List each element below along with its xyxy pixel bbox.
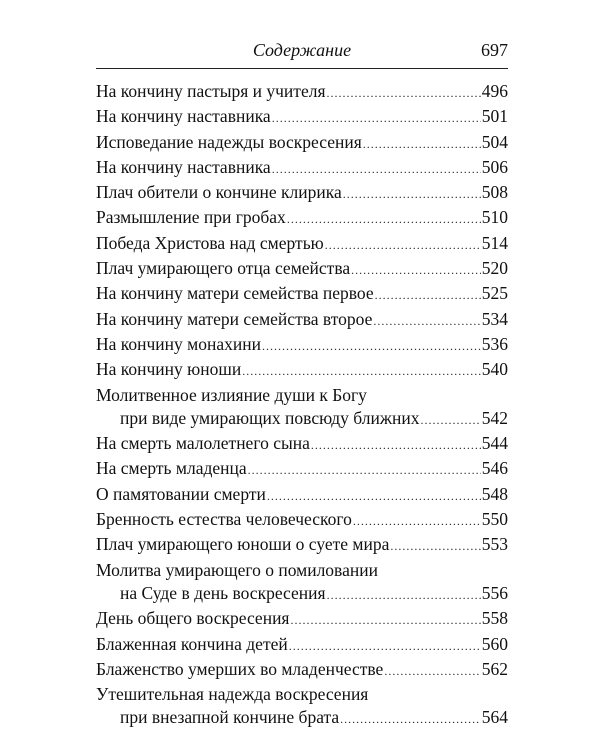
toc-entry-page: 510 [481,207,508,228]
toc-entry-line [96,432,508,457]
toc-entry-title: На кончину монахини [96,333,261,354]
toc-entry-title: при внезапной кончине брата [120,707,340,728]
toc-entry-page: 548 [481,483,508,504]
toc-entry [96,358,508,383]
toc-entry [96,559,508,608]
dot-leader [327,82,481,105]
toc-entry-page: 504 [481,131,508,152]
table-of-contents [96,80,508,732]
toc-entry-page: 536 [481,333,508,354]
toc-entry-line [96,658,508,683]
toc-entry-line [96,683,508,706]
dot-leader [267,485,481,508]
toc-entry-title: на Суде в день воскресения [120,582,326,603]
toc-entry-page: 540 [481,359,508,380]
toc-entry-page: 525 [481,283,508,304]
toc-entry-line [96,633,508,658]
toc-entry-page: 506 [481,156,508,177]
dot-leader [327,584,481,607]
toc-entry-title: Молитвенное излияние души к Богу [96,384,367,405]
toc-entry [96,282,508,307]
toc-entry-title: День общего воскресения [96,608,290,629]
toc-entry-page: 562 [481,658,508,679]
toc-entry [96,181,508,206]
dot-leader [353,510,481,533]
dot-leader [373,310,480,333]
dot-leader [390,535,480,558]
dot-leader [272,158,481,181]
toc-entry [96,257,508,282]
toc-entry-line [96,206,508,231]
toc-entry-line [96,181,508,206]
toc-entry-line [96,559,508,582]
toc-entry-page: 544 [481,433,508,454]
dot-leader [289,635,481,658]
toc-entry-title: Бренность естества человеческого [96,509,352,530]
toc-entry-line [96,333,508,358]
dot-leader [340,708,481,731]
toc-entry [96,457,508,482]
toc-entry [96,483,508,508]
toc-entry-title: Победа Христова над смертью [96,232,324,253]
toc-entry-title: На кончину наставника [96,156,271,177]
toc-entry-line [96,156,508,181]
toc-entry [96,156,508,181]
toc-entry-line [96,282,508,307]
dot-leader [384,660,480,683]
toc-entry-title: О памятовании смерти [96,483,266,504]
toc-entry-page: 542 [481,407,508,428]
page-number: 697 [481,40,508,60]
dot-leader [290,609,480,632]
toc-entry [96,206,508,231]
dot-leader [311,434,481,457]
toc-entry-title: На кончину матери семейства первое [96,283,374,304]
toc-entry-page: 564 [481,707,508,728]
toc-entry-line [96,105,508,130]
toc-entry-title: На кончину наставника [96,106,271,127]
toc-entry-title: Блаженство умерших во младенчестве [96,658,384,679]
toc-entry-title: На смерть младенца [96,458,247,479]
toc-entry-line [96,483,508,508]
toc-entry [96,633,508,658]
toc-entry-page: 546 [481,458,508,479]
toc-entry-title: Утешительная надежда воскресения [96,684,369,705]
toc-entry-page: 553 [481,534,508,555]
dot-leader [343,183,481,206]
dot-leader [363,133,481,156]
toc-entry-line [96,358,508,383]
dot-leader [351,259,481,282]
toc-entry-line [96,457,508,482]
dot-leader [325,234,481,257]
toc-entry-page: 501 [481,106,508,127]
dot-leader [262,335,481,358]
toc-entry-title: На кончину пастыря и учителя [96,81,326,101]
toc-entry-title: На смерть малолетнего сына [96,433,310,454]
toc-entry [96,308,508,333]
toc-entry-page: 496 [481,81,508,101]
toc-entry [96,384,508,433]
dot-leader [375,284,481,307]
toc-entry-title: Плач обители о кончине клирика [96,182,342,203]
toc-entry-title: при виде умирающих повсюду ближних [120,407,420,428]
running-header [96,40,508,66]
dot-leader [287,208,481,231]
toc-entry-line [96,308,508,333]
toc-entry-title: Исповедание надежды воскресения [96,131,362,152]
toc-entry [96,683,508,732]
toc-entry-line [96,607,508,632]
toc-entry-line [96,232,508,257]
toc-entry-page: 550 [481,509,508,530]
toc-entry-title: Плач умирающего отца семейства [96,258,351,279]
toc-entry-line [96,706,508,731]
toc-entry-line [96,384,508,407]
dot-leader [272,107,481,130]
dot-leader [242,360,481,383]
toc-entry-title: Молитва умирающего о помиловании [96,559,378,580]
toc-entry [96,105,508,130]
toc-entry-title: Плач умирающего юноши о суете мира [96,534,390,555]
toc-entry-page: 514 [481,232,508,253]
toc-entry-title: Блаженная кончина детей [96,633,288,654]
toc-entry-page: 508 [481,182,508,203]
toc-entry-title: На кончину матери семейства второе [96,308,373,329]
toc-entry-line [96,257,508,282]
toc-entry-line [96,582,508,607]
toc-entry [96,658,508,683]
toc-entry [96,80,508,105]
toc-entry [96,131,508,156]
toc-entry [96,333,508,358]
toc-entry-title: На кончину юноши [96,359,242,380]
header-rule [96,68,508,69]
toc-entry [96,533,508,558]
toc-entry-page: 560 [481,633,508,654]
toc-entry-title: Размышление при гробах [96,207,286,228]
toc-entry-page: 558 [481,608,508,629]
dot-leader [248,459,481,482]
toc-entry [96,432,508,457]
toc-entry-line [96,131,508,156]
toc-entry-line [96,533,508,558]
toc-entry [96,508,508,533]
running-header-title: Содержание [252,40,352,60]
toc-entry-page: 520 [481,258,508,279]
toc-entry-page: 534 [481,308,508,329]
toc-entry [96,232,508,257]
toc-entry-page: 556 [481,582,508,603]
toc-entry-line [96,80,508,105]
toc-entry-line [96,508,508,533]
dot-leader [420,409,480,432]
toc-entry-line [96,407,508,432]
toc-entry [96,607,508,632]
